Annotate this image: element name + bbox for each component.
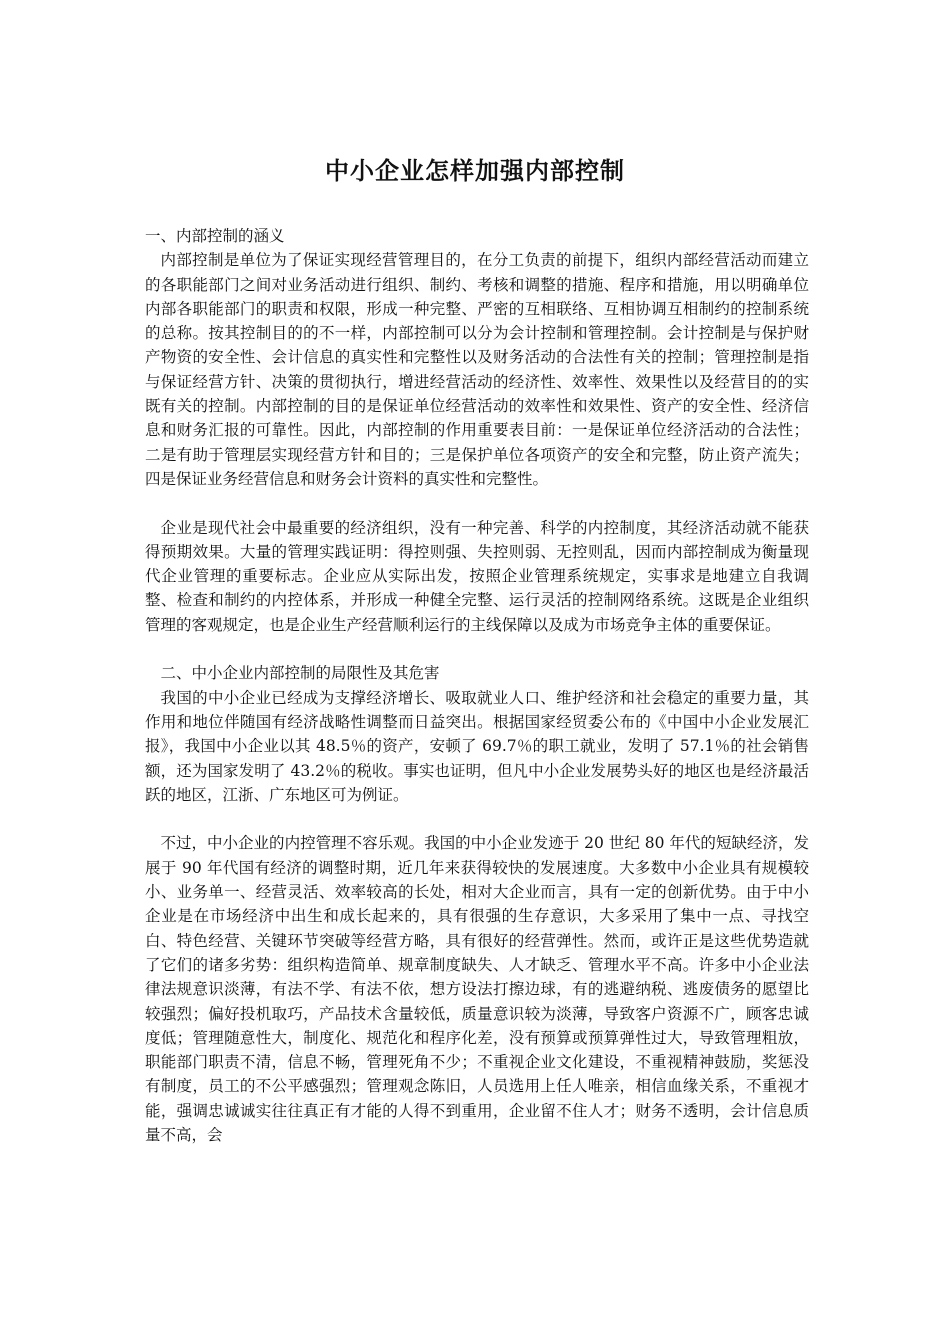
paragraph-spacer [145,637,809,661]
section-heading-1: 一、内部控制的涵义 [145,227,285,245]
paragraph-spacer [145,807,809,831]
paragraph: 企业是现代社会中最重要的经济组织，没有一种完善、科学的内控制度，其经济活动就不能获得预期效果。大量的管理实践证明：得控则强、失控则弱、无控则乱，因而内部控制成为衡量现代企业管理的重要标志。企业应从实际出发，按照企业管理系统规定，实事求是地建立自我调整、检查和制约的内控体系，并形成一种健全完整、运行灵活的控制网络系统。这既是企业组织管理的客观规定，也是企业生产经营顺利运行的主线保障以及成为市场竞争主体的重要保证。 [145,518,809,634]
paragraph: 我国的中小企业已经成为支撑经济增长、吸取就业人口、维护经济和社会稳定的重要力量，其作用和地位伴随国有经济战略性调整而日益突出。根据国家经贸委公布的《中国中小企业发展汇报》，我国中小企业以其 48.5％的资产，安顿了 69.7％的职工就业，发明了 57.1％的社会销售额，还为国家发明了 43.2％的税收。事实也证明，但凡中小企业发展势头好的地区也是经济最活跃的地区，江浙、广东地区可为例证。 [145,688,809,804]
document-body [145,224,809,1147]
section-heading-2: 二、中小企业内部控制的局限性及其危害 [160,664,440,683]
paragraph-spacer [145,491,809,515]
paragraph: 内部控制是单位为了保证实现经营管理目的，在分工负责的前提下，组织内部经营活动而建立的各职能部门之间对业务活动进行组织、制约、考核和调整的措施、程序和措施，用以明确单位内部各职能部门的职责和权限，形成一种完整、严密的互相联络、互相协调互相制约的控制系统的总称。按其控制目的的不一样，内部控制可以分为会计控制和管理控制。会计控制是与保护财产物资的安全性、会计信息的真实性和完整性以及财务活动的合法性有关的控制；管理控制是指与保证经营方针、决策的贯彻执行，增进经营活动的经济性、效率性、效果性以及经营目的的实既有关的控制。内部控制的目的是保证单位经营活动的效率性和效果性、资产的安全性、经济信息和财务汇报的可靠性。因此，内部控制的作用重要表目前：一是保证单位经济活动的合法性；二是有助于管理层实现经营方针和目的；三是保护单位各项资产的安全和完整，防止资产流失；四是保证业务经营信息和财务会计资料的真实性和完整性。 [145,251,809,488]
document-title: 中小企业怎样加强内部控制 [325,157,625,185]
paragraph: 不过，中小企业的内控管理不容乐观。我国的中小企业发迹于 20 世纪 80 年代的短缺经济，发展于 90 年代国有经济的调整时期，近几年来获得较快的发展速度。大多数中小企业具有规模较小、业务单一、经营灵活、效率较高的长处，相对大企业而言，具有一定的创新优势。由于中小企业是在市场经济中出生和成长起来的，具有很强的生存意识，大多采用了集中一点、寻找空白、特色经营、关键环节突破等经营方略，具有很好的经营弹性。然而，或许正是这些优势造就了它们的诸多劣势：组织构造简单、规章制度缺失、人才缺乏、管理水平不高。许多中小企业法律法规意识淡薄，有法不学、有法不依，想方设法打擦边球，有的逃避纳税、逃废债务的愿望比较强烈；偏好投机取巧，产品技术含量较低，质量意识较为淡薄，导致客户资源不广，顾客忠诚度低；管理随意性大，制度化、规范化和程序化差，没有预算或预算弹性过大，导致管理粗放，职能部门职责不清，信息不畅，管理死角不少；不重视企业文化建设，不重视精神鼓励，奖惩没有制度，员工的不公平感强烈；管理观念陈旧，人员选用上任人唯亲，相信血缘关系，不重视才能，强调忠诚诚实往往真正有才能的人得不到重用，企业留不住人才；财务不透明，会计信息质量不高，会 [145,834,809,1144]
